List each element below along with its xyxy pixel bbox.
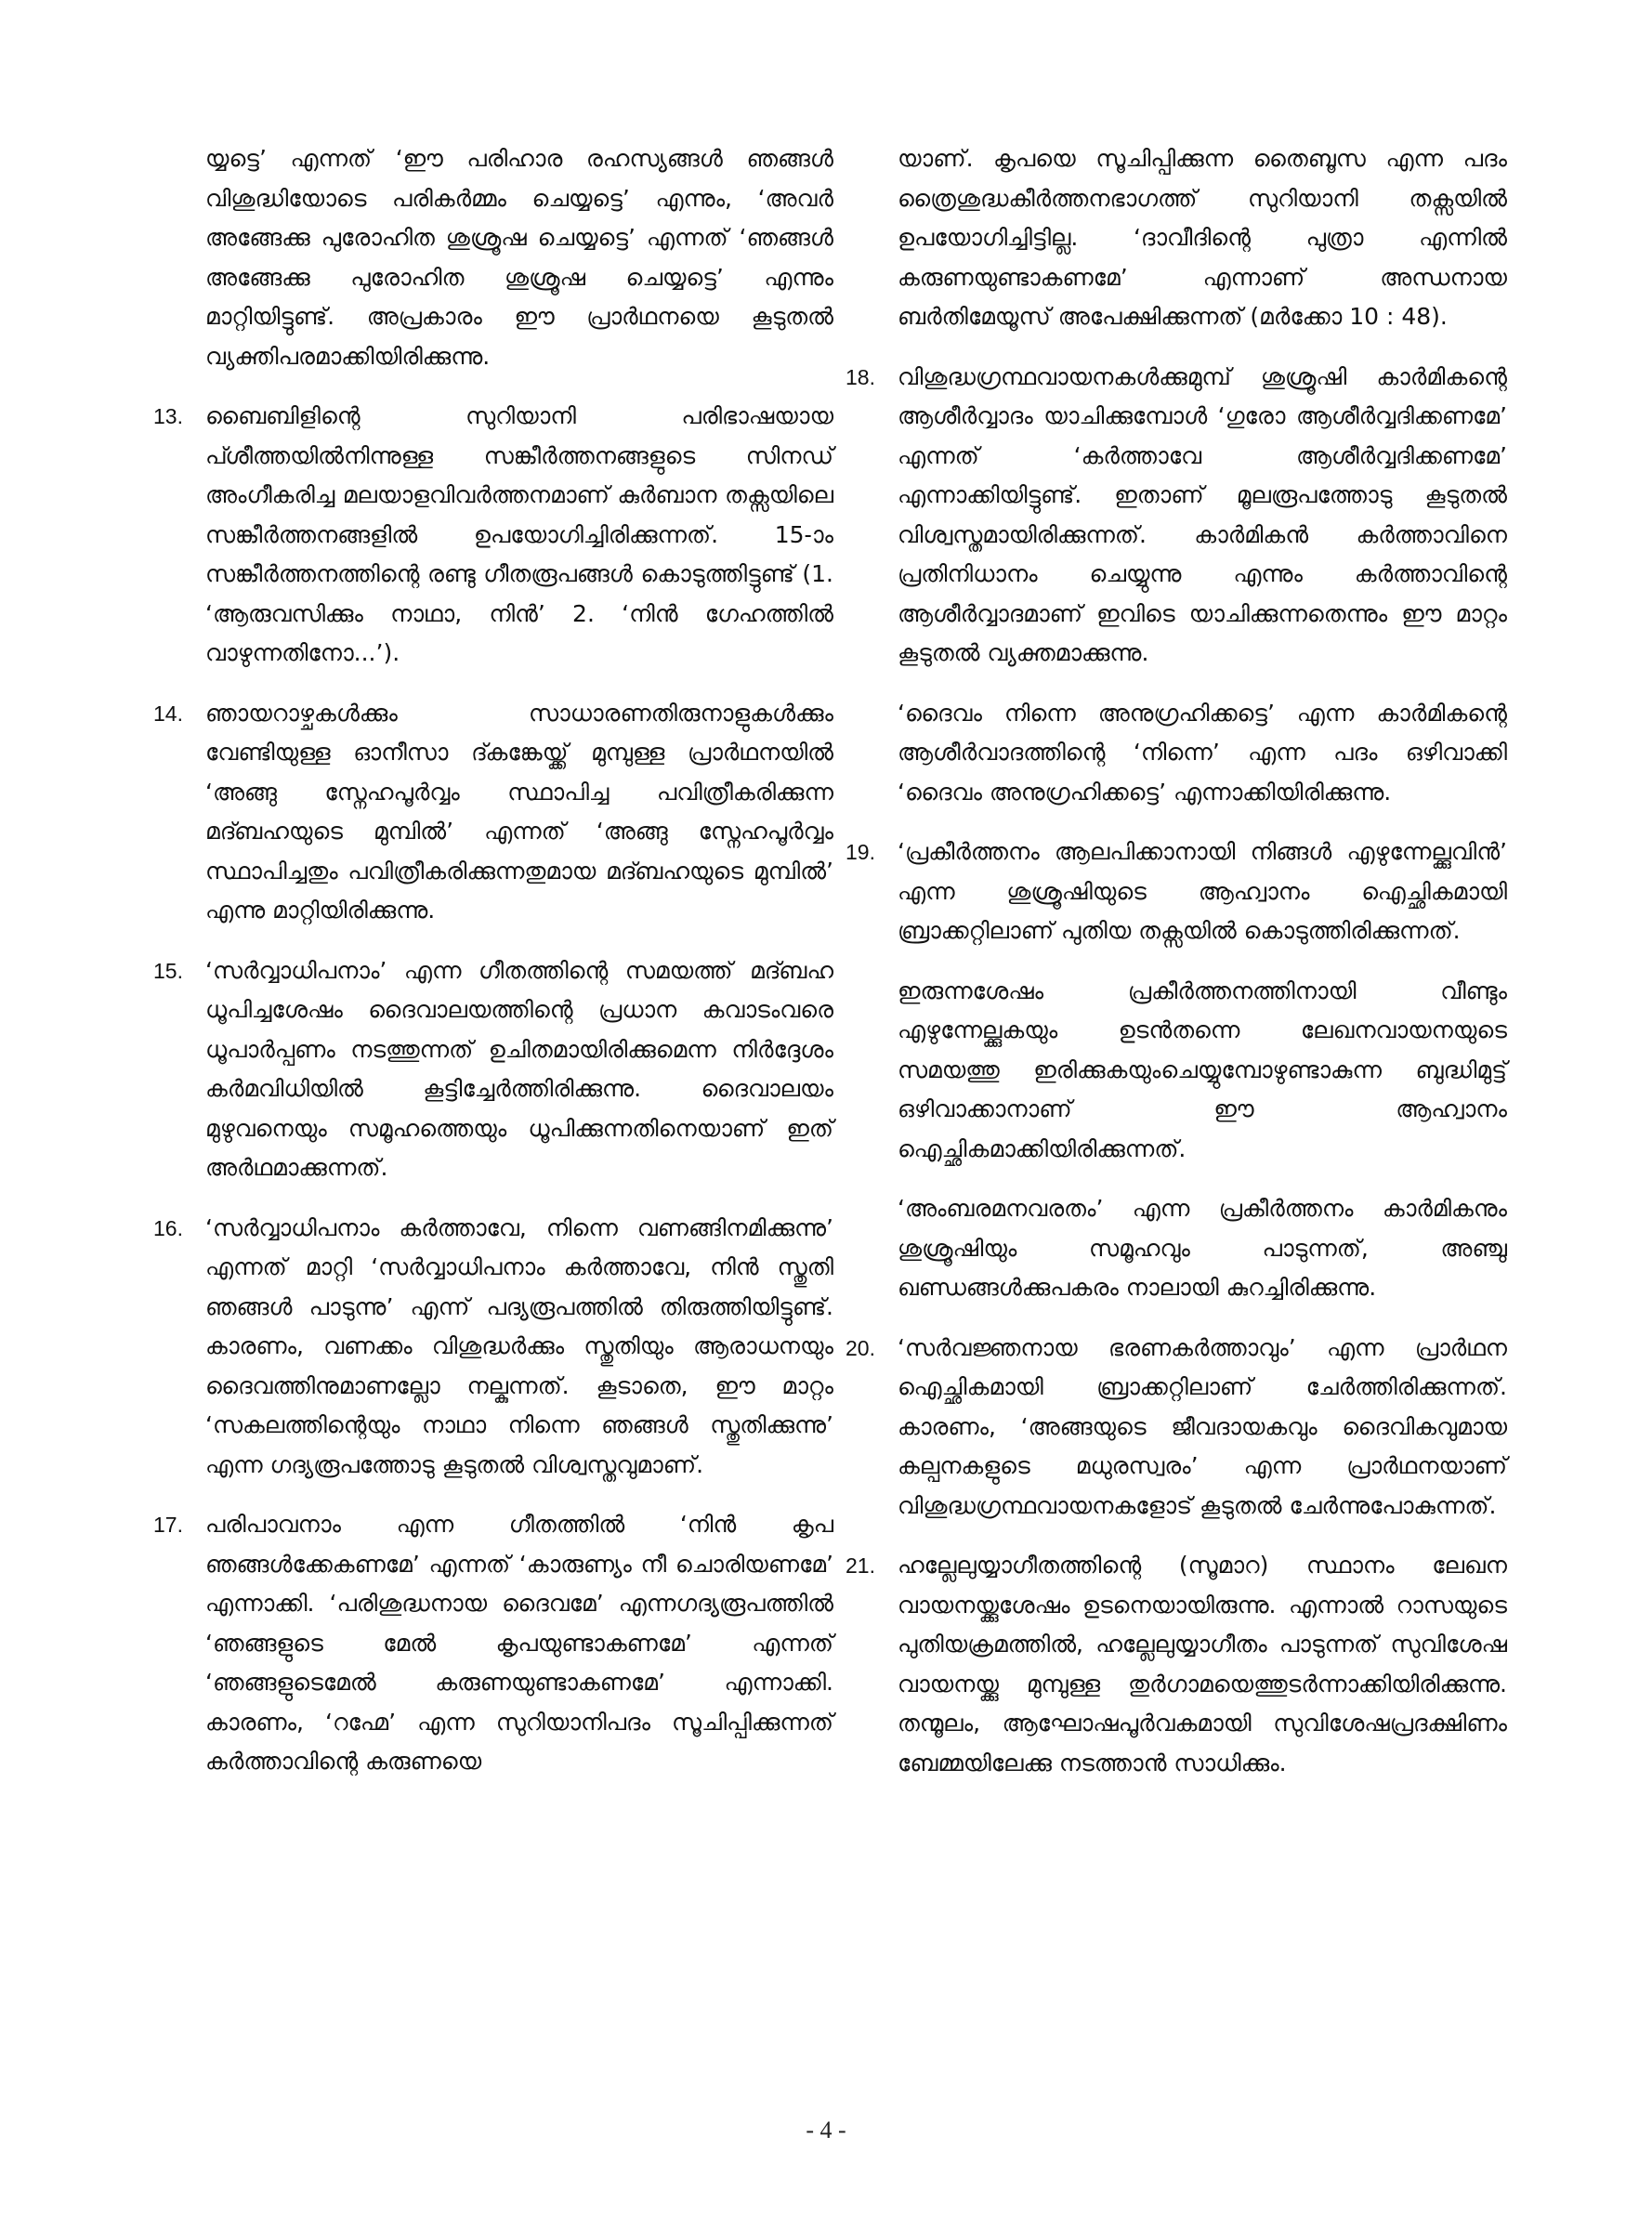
item-number: 19. xyxy=(846,840,875,864)
continuation-paragraph: യ്യട്ടെ’ എന്നത് ‘ഈ പരിഹാര രഹസ്യങ്ങൾ ഞങ്ങൾ വിശുദ്ധിയോടെ പരികർമ്മം ചെയ്യട്ടെ’ എന്നും, ‘അവർ അങ്ങേക്കു പുരോഹിത ശുശ്രൂഷ ചെയ്യട്ടെ’ എന്നത് ‘ഞങ്ങൾ അങ്ങേക്കു പുരോഹിത ശുശ്രൂഷ ചെയ്യട്ടെ’ എന്നും മാറ്റിയിട്ടുണ്ട്. അപ്രകാരം ഈ പ്രാർഥനയെ കൂടുതൽ വ്യക്തിപരമാക്കിയിരിക്കുന്നു. xyxy=(205,145,833,370)
list-item-21 xyxy=(846,1546,1507,1783)
item-text: ഹല്ലേലുയ്യാഗീതത്തിന്റെ (സൂമാറ) സ്ഥാനം ലേഖന വായനയ്ക്കുശേഷം ഉടനെയായിരുന്നു. എന്നാൽ റാസയുടെ പുതിയക്രമത്തിൽ, ഹല്ലേലുയ്യാഗീതം പാടുന്നത് സുവിശേഷ വായനയ്ക്കു മുമ്പുള്ള തുർഗാമയെത്തുടർന്നാക്കിയിരിക്കുന്നു. തന്മൂലം, ആഘോഷപൂർവകമായി സുവിശേഷപ്രദക്ഷിണം ബേമ്മയിലേക്കു നടത്താൻ സാധിക്കും. xyxy=(898,1552,1507,1776)
item-text: ‘പ്രകീർത്തനം ആലപിക്കാനായി നിങ്ങൾ എഴുന്നേല്ക്കുവിൻ’ എന്ന ശുശ്രൂഷിയുടെ ആഹ്വാനം ഐച്ഛികമായി ബ്രാക്കറ്റിലാണ് പുതിയ തക്സയിൽ കൊടുത്തിരിക്കുന്നത്. xyxy=(898,838,1507,944)
list-item-16 xyxy=(153,1209,833,1486)
item-number: 21. xyxy=(846,1553,875,1578)
item-text: ബൈബിളിന്റെ സുറിയാനി പരിഭാഷയായ പ്ശീത്തയിൽനിന്നുള്ള സങ്കീർത്തനങ്ങളുടെ സിനഡ് അംഗീകരിച്ച മലയാളവിവർത്തനമാണ് കുർബാന തക്സയിലെ സങ്കീർത്തനങ്ങളിൽ ഉപയോഗിച്ചിരിക്കുന്നത്. 15-ാം സങ്കീർത്തനത്തിന്റെ രണ്ടു ഗീതരൂപങ്ങൾ കൊടുത്തിട്ടുണ്ട് (1. ‘ആരുവസിക്കും നാഥാ, നിൻ’ 2. ‘നിൻ ഗേഹത്തിൽ വാഴുന്നതിനോ...’). xyxy=(205,402,833,666)
list-item-20 xyxy=(846,1329,1507,1527)
sub-paragraph: ‘അംബരമനവരതം’ എന്ന പ്രകീർത്തനം കാർമികനും ശുശ്രൂഷിയും സമൂഹവും പാടുന്നത്, അഞ്ചു ഖണ്ഡങ്ങൾക്കുപകരം നാലായി കുറച്ചിരിക്കുന്നു. xyxy=(898,1195,1507,1301)
sub-paragraph: ‘ദൈവം നിന്നെ അനുഗ്രഹിക്കട്ടെ’ എന്ന കാർമികന്റെ ആശീർവാദത്തിന്റെ ‘നിന്നെ’ എന്ന പദം ഒഴിവാക്കി ‘ദൈവം അനുഗ്രഹിക്കട്ടെ’ എന്നാക്കിയിരിക്കുന്നു. xyxy=(898,699,1507,806)
item-text: ഞായറാഴ്ചകൾക്കും സാധാരണതിരുനാളുകൾക്കും വേണ്ടിയുള്ള ഓനീസാ ദ്കങ്കേയ്ക്ക് മുമ്പുള്ള പ്രാർഥനയിൽ ‘അങ്ങു സ്നേഹപൂർവ്വം സ്ഥാപിച്ച പവിത്രീകരിക്കുന്ന മദ്ബഹയുടെ മുമ്പിൽ’ എന്നത് ‘അങ്ങു സ്നേഹപൂർവ്വം സ്ഥാപിച്ചതും പവിത്രീകരിക്കുന്നതുമായ മദ്ബഹയുടെ മുമ്പിൽ’ എന്നു മാറ്റിയിരിക്കുന്നു. xyxy=(205,699,833,924)
item-text: പരിപാവനാം എന്ന ഗീതത്തിൽ ‘നിൻ കൃപ ഞങ്ങൾക്കേകണമേ’ എന്നത് ‘കാരുണ്യം നീ ചൊരിയണമേ’ എന്നാക്കി. ‘പരിശുദ്ധനായ ദൈവമേ’ എന്നഗദ്യരൂപത്തിൽ ‘ഞങ്ങളുടെ മേൽ കൃപയുണ്ടാകണമേ’ എന്നത് ‘ഞങ്ങളുടെമേൽ കരുണയുണ്ടാകണമേ’ എന്നാക്കി. കാരണം, ‘റഹ്മേ’ എന്ന സുറിയാനിപദം സൂചിപ്പിക്കുന്നത് കർത്താവിന്റെ കരുണയെ xyxy=(205,1511,833,1775)
item-number: 17. xyxy=(153,1513,183,1537)
right-column xyxy=(846,139,1507,1803)
list-item-14 xyxy=(153,694,833,931)
item-number: 14. xyxy=(153,701,183,726)
list-item-15 xyxy=(153,951,833,1188)
left-column xyxy=(153,139,833,1802)
item-number: 20. xyxy=(846,1335,875,1360)
item-text: ‘സർവ്വാധിപനാം’ എന്ന ഗീതത്തിന്റെ സമയത്ത് മദ്ബഹ ധൂപിച്ചശേഷം ദൈവാലയത്തിന്റെ പ്രധാന കവാടംവരെ ധൂപാർപ്പണം നടത്തുന്നത് ഉചിതമായിരിക്കുമെന്ന നിർദ്ദേശം കർമവിധിയിൽ കൂട്ടിച്ചേർത്തിരിക്കുന്നു. ദൈവാലയം മുഴുവനെയും സമൂഹത്തെയും ധൂപിക്കുന്നതിനെയാണ് ഇത് അർഥമാക്കുന്നത്. xyxy=(205,956,833,1181)
item-number: 18. xyxy=(846,364,875,389)
item-number: 13. xyxy=(153,404,183,428)
list-item-13 xyxy=(153,397,833,674)
list-item-19 xyxy=(846,832,1507,951)
item-text: ‘സർവ്വാധിപനാം കർത്താവേ, നിന്നെ വണങ്ങിനമിക്കുന്നു’ എന്നത് മാറ്റി ‘സർവ്വാധിപനാം കർത്താവേ, നിൻ സ്തുതി ഞങ്ങൾ പാടുന്നു’ എന്ന് പദ്യരൂപത്തിൽ തിരുത്തിയിട്ടുണ്ട്. കാരണം, വണക്കം വിശുദ്ധർക്കും സ്തുതിയും ആരാധനയും ദൈവത്തിനുമാണല്ലോ നല്കുന്നത്. കൂടാതെ, ഈ മാറ്റം ‘സകലത്തിന്റെയും നാഥാ നിന്നെ ഞങ്ങൾ സ്തുതിക്കുന്നു’ എന്ന ഗദ്യരൂപത്തോടു കൂടുതൽ വിശ്വസ്തവുമാണ്. xyxy=(205,1213,833,1478)
list-item-17 xyxy=(153,1505,833,1782)
page-number: - 4 - xyxy=(806,2117,846,2143)
item-number: 16. xyxy=(153,1215,183,1240)
item-text: ‘സർവജ്ഞനായ ഭരണകർത്താവും’ എന്ന പ്രാർഥന ഐച്ഛികമായി ബ്രാക്കറ്റിലാണ് ചേർത്തിരിക്കുന്നത്. കാരണം, ‘അങ്ങയുടെ ജീവദായകവും ദൈവികവുമായ കല്പനകളുടെ മധുരസ്വരം’ എന്ന പ്രാർഥനയാണ് വിശുദ്ധഗ്രന്ഥവായനകളോട് കൂടുതൽ ചേർന്നുപോകുന്നത്. xyxy=(898,1333,1507,1519)
list-item-18 xyxy=(846,358,1507,674)
item-text: വിശുദ്ധഗ്രന്ഥവായനകൾക്കുമുമ്പ് ശുശ്രൂഷി കാർമികന്റെ ആശീർവ്വാദം യാചിക്കുമ്പോൾ ‘ഗുരോ ആശീർവ്വദിക്കണമേ’ എന്നത് ‘കർത്താവേ ആശീർവ്വദിക്കണമേ’ എന്നാക്കിയിട്ടുണ്ട്. ഇതാണ് മൂലരൂപത്തോടു കൂടുതൽ വിശ്വസ്തമായിരിക്കുന്നത്. കാർമികൻ കർത്താവിനെ പ്രതിനിധാനം ചെയ്യുന്നു എന്നും കർത്താവിന്റെ ആശീർവ്വാദമാണ് ഇവിടെ യാചിക്കുന്നതെന്നും ഈ മാറ്റം കൂടുതൽ വ്യക്തമാക്കുന്നു. xyxy=(898,362,1507,666)
sub-paragraph: ഇരുന്നശേഷം പ്രകീർത്തനത്തിനായി വീണ്ടും എഴുന്നേല്ക്കുകയും ഉടൻതന്നെ ലേഖനവായനയുടെ സമയത്തു ഇരിക്കുകയുംചെയ്യുമ്പോഴുണ്ടാകുന്ന ബുദ്ധിമുട്ട് ഒഴിവാക്കാനാണ് ഈ ആഹ്വാനം ഐച്ഛികമാക്കിയിരിക്കുന്നത്. xyxy=(898,976,1507,1162)
continuation-paragraph: യാണ്. കൃപയെ സൂചിപ്പിക്കുന്ന തൈബൂസ എന്ന പദം ത്രൈശുദ്ധകീർത്തനഭാഗത്ത് സുറിയാനി തക്സയിൽ ഉപയോഗിച്ചിട്ടില്ല. ‘ദാവീദിന്റെ പുത്രാ എന്നിൽ കരുണയുണ്ടാകണമേ’ എന്നാണ് അന്ധനായ ബർതിമേയൂസ് അപേക്ഷിക്കുന്നത് (മർക്കോ 10 : 48). xyxy=(898,145,1507,330)
item-number: 15. xyxy=(153,958,183,983)
